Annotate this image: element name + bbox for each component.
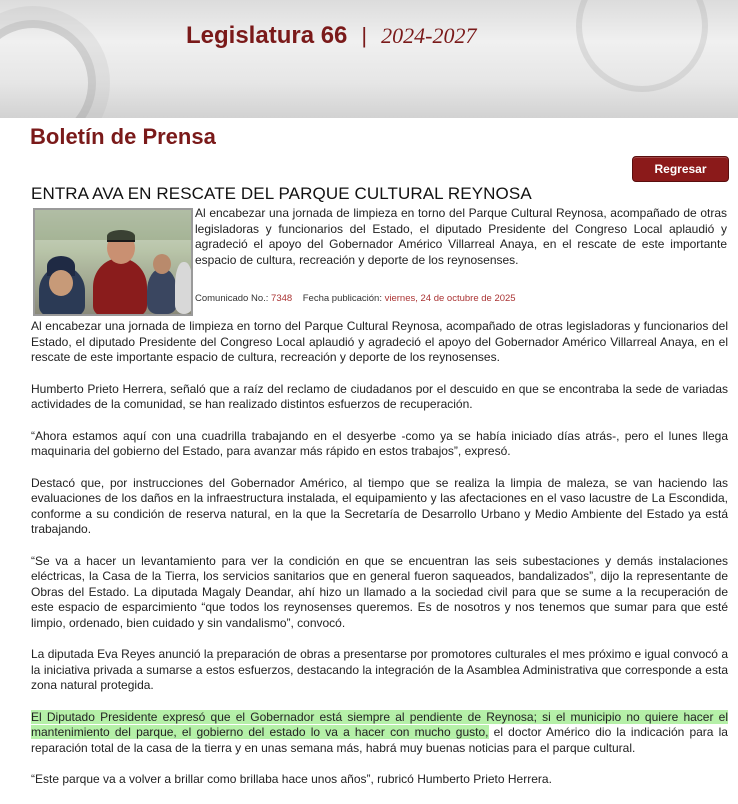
back-button[interactable]: Regresar bbox=[632, 156, 729, 182]
fecha-value: viernes, 24 de octubre de 2025 bbox=[384, 293, 516, 304]
legislature-years: 2024-2027 bbox=[381, 23, 477, 48]
fecha-label: Fecha publicación: bbox=[302, 293, 382, 304]
article-paragraph: Destacó que, por instrucciones del Gobernador Américo, al tiempo que se realiza la limpia de maleza, se van haciendo las evaluaciones de los daños en la infraestructura instalada, el equipamiento y las afectaciones en el vaso lacustre de La Escondida, conforme a su condición de reserva natural, en la que la Secretaría de Desarrollo Urbano y Medio Ambiente del Estado ya está trabajando. bbox=[31, 475, 728, 536]
legislature-title bbox=[186, 20, 476, 52]
decorative-ornament bbox=[576, 0, 708, 92]
header-banner bbox=[0, 0, 738, 118]
article-paragraph: “Ahora estamos aquí con una cuadrilla trabajando en el desyerbe -como ya se había iniciado días atrás-, pero el lunes llega maquinaria del gobierno del Estado, para avanzar más rápido en estos trabajos”, expresó. bbox=[31, 428, 728, 458]
article-paragraph: Humberto Prieto Herrera, señaló que a raíz del reclamo de ciudadanos por el descuido en que se encontraba la sede de variadas actividades de la comunidad, se han realizado distintos esfuerzos de recuperación. bbox=[31, 381, 728, 411]
article-paragraph: “Se va a hacer un levantamiento para ver la condición en que se encuentran las seis subestaciones y demás instalaciones eléctricas, la Casa de la Tierra, los servicios sanitarios que en general fueron saqueados, bandalizados”, dijo la representante de Obras del Estado. La diputada Magaly Deandar, ahí hizo un llamado a la sociedad civil para que se sume a la recuperación de este espacio de esparcimiento “que todos los reynosenses queremos. Es de nosotros y nos tenemos que sumar para que esté limpio, ordenado, bien cuidado y sin vandalismo”, convocó. bbox=[31, 553, 728, 630]
article-body bbox=[31, 319, 728, 804]
article-meta bbox=[195, 293, 516, 304]
article-paragraph: Al encabezar una jornada de limpieza en torno del Parque Cultural Reynosa, acompañado de otras legisladoras y funcionarios del Estado, el diputado Presidente del Congreso Local aplaudió y agradeció el apoyo del Gobernador Américo Villarreal Anaya, en el rescate de este importante espacio de cultura, recreación y deporte de los reynosenses. bbox=[31, 319, 728, 364]
article-intro: Al encabezar una jornada de limpieza en torno del Parque Cultural Reynosa, acompañado de otras legisladoras y funcionarios del Estado, el diputado Presidente del Congreso Local aplaudió y agradeció el apoyo del Gobernador Américo Villarreal Anaya, en el rescate de este importante espacio de cultura, recreación y deporte de los reynosenses. bbox=[195, 206, 727, 267]
article-paragraph: La diputada Eva Reyes anunció la preparación de obras a presentarse por promotores culturales el mes próximo e igual convocó a la iniciativa privada a sumarse a estos esfuerzos, destacando la integración de la Asamblea Administrativa que corresponde a esta zona natural protegida. bbox=[31, 647, 728, 692]
decorative-ornament bbox=[0, 20, 96, 118]
page-title: Boletín de Prensa bbox=[30, 124, 216, 149]
article-closing: “Este parque va a volver a brillar como brillaba hace unos años”, rubricó Humberto Prieto Herrera. bbox=[31, 772, 552, 786]
article-photo bbox=[33, 208, 193, 316]
article-heading: ENTRA AVA EN RESCATE DEL PARQUE CULTURAL REYNOSA bbox=[31, 184, 532, 203]
comunicado-number: 7348 bbox=[271, 293, 293, 304]
article-paragraph-highlighted bbox=[31, 710, 728, 757]
legislature-name: Legislatura 66 bbox=[186, 22, 348, 49]
highlighted-text: El Diputado Presidente expresó que el Gobernador está siempre al pendiente de Reynosa; si el municipio no quiere hacer el mantenimiento del parque, el gobierno del estado lo va a hacer con mucho gusto, bbox=[31, 709, 728, 739]
comunicado-label: Comunicado No.: bbox=[195, 293, 269, 304]
title-separator: | bbox=[361, 23, 368, 48]
paragraph-rest: el doctor Américo dio la indicación para la reparación total de la casa de la tierra y en unas semana más, habrá muy buenas noticias para el parque cultural. bbox=[31, 725, 728, 755]
